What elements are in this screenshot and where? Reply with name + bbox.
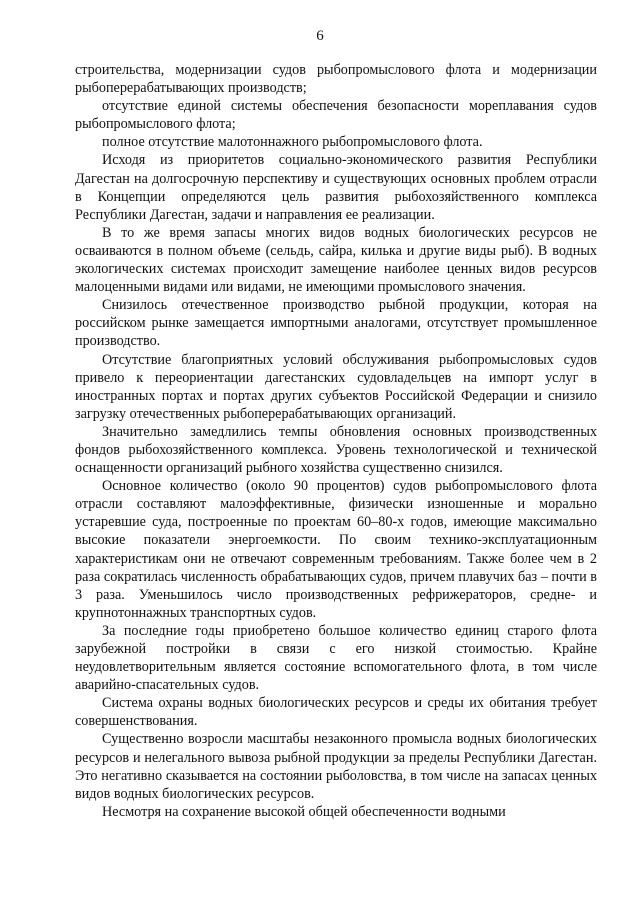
paragraph: За последние годы приобретено большое количество единиц старого флота зарубежной постройки в связи с его низкой стоимостью. Крайне неудовлетворительным является состояние вспомогательного флота, в том числе аварийно-спасательных судов. [75,622,597,694]
paragraph: Основное количество (около 90 процентов) судов рыбопромыслового флота отрасли составляют малоэффективные, физически изношенные и морально устаревшие суда, построенные по проектам 60–80-х годов, имеющие максимально высокие показатели энергоемкости. По своим технико-эксплуатационным характеристикам они не отвечают современным требованиям. Также более чем в 2 раза сократилась численность обрабатывающих судов, причем плавучих баз – почти в 3 раза. Уменьшилось число производственных рефрижераторов, средне- и крупнотоннажных транспортных судов. [75,478,597,621]
paragraph: Отсутствие благоприятных условий обслуживания рыбопромысловых судов привело к переориентации дагестанских судовладельцев на импорт услуг в иностранных портах и портах других субъектов Российской Федерации и снизило загрузку отечественных рыбоперерабатывающих организаций. [75,351,597,422]
paragraph: полное отсутствие малотоннажного рыбопромыслового флота. [102,134,483,151]
page-number: 6 [316,28,324,44]
paragraph: Значительно замедлились темпы обновления основных производственных фондов рыбохозяйственного комплекса. Уровень технологической и технической оснащенности организаций рыбного хозяйства существенно снизился. [75,423,597,477]
paragraph: Существенно возросли масштабы незаконного промысла водных биологических ресурсов и нелегального вывоза рыбной продукции за пределы Республики Дагестан. Это негативно сказывается на состоянии рыболовства, в том числе на запасах ценных видов водных биологических ресурсов. [75,731,597,802]
paragraph: Исходя из приоритетов социально-экономического развития Республики Дагестан на долгосрочную перспективу и существующих основных проблем отрасли в Концепции определяются цель развития рыбохозяйственного комплекса Республики Дагестан, задачи и направления ее реализации. [75,152,597,223]
paragraph: Система охраны водных биологических ресурсов и среды их обитания требует совершенствования. [75,695,597,730]
paragraph: Несмотря на сохранение высокой общей обеспеченности водными [102,803,506,820]
paragraph: строительства, модернизации судов рыбопромыслового флота и модернизации рыбоперерабатывающих производств; [75,62,597,97]
body-text [75,61,597,821]
paragraph: В то же время запасы многих видов водных биологических ресурсов не осваиваются в полном объеме (сельдь, сайра, килька и другие виды рыб). В водных экологических системах происходит замещение наиболее ценных видов ресурсов малоценными видами или видами, не имеющими промыслового значения. [75,224,597,296]
paragraph: отсутствие единой системы обеспечения безопасности мореплавания судов рыбопромыслового флота; [75,98,597,133]
paragraph: Снизилось отечественное производство рыбной продукции, которая на российском рынке замещается импортными аналогами, отсутствует промышленное производство. [75,297,597,350]
